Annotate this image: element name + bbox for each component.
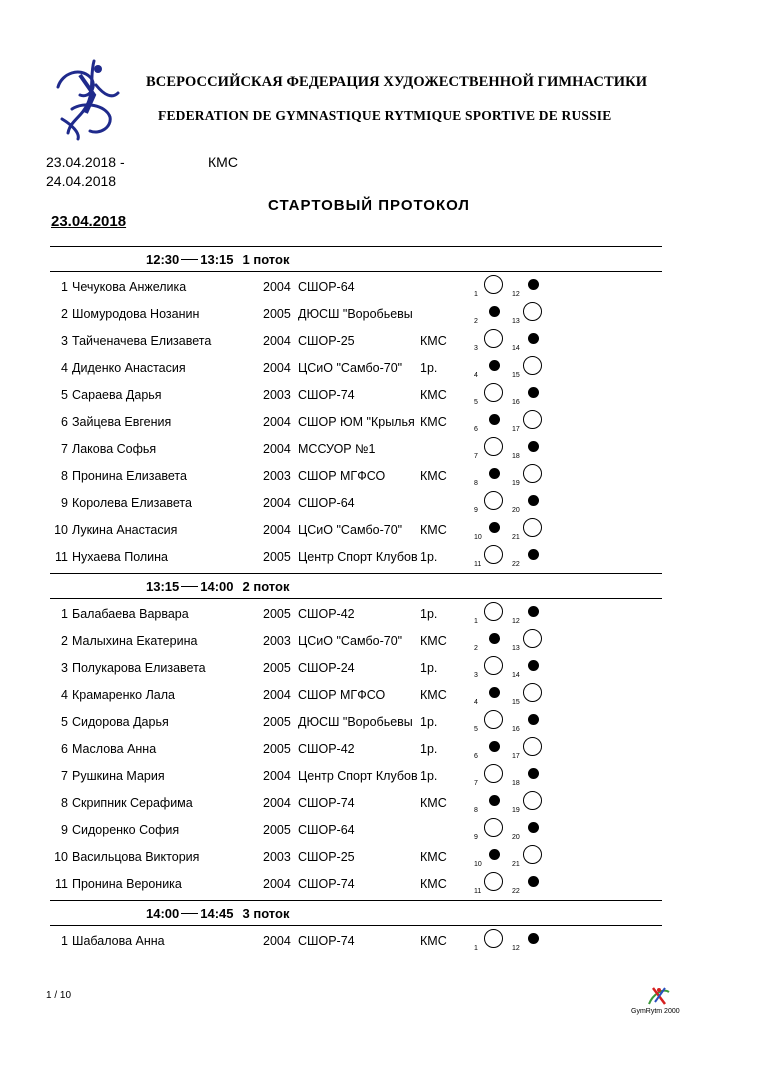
table-row	[0, 469, 764, 496]
athlete-name: Маслова Анна	[72, 742, 157, 756]
birth-year: 2004	[263, 496, 291, 510]
session-label: 3 поток	[242, 906, 290, 921]
open-circle-icon	[484, 329, 503, 348]
order-number-1: 4	[474, 372, 478, 379]
filled-circle-icon	[528, 387, 539, 398]
start-number: 3	[61, 661, 68, 675]
open-circle-icon	[484, 383, 503, 402]
start-number: 5	[61, 388, 68, 402]
athlete-name: Шабалова Анна	[72, 934, 165, 948]
start-number: 8	[61, 796, 68, 810]
time-dash	[181, 259, 198, 260]
session-end: 14:45	[200, 906, 234, 921]
session-top-rule	[50, 900, 662, 901]
session-start: 14:00	[146, 906, 180, 921]
filled-circle-icon	[528, 876, 539, 887]
table-row	[0, 334, 764, 361]
session-start: 13:15	[146, 579, 180, 594]
athlete-name: Балабаева Варвара	[72, 607, 189, 621]
open-circle-icon	[484, 437, 503, 456]
athlete-rank: КМС	[420, 388, 447, 402]
athlete-name: Диденко Анастасия	[72, 361, 186, 375]
table-row	[0, 934, 764, 961]
table-row	[0, 661, 764, 688]
athlete-rank: КМС	[420, 334, 447, 348]
athlete-rank: КМС	[420, 523, 447, 537]
athlete-name: Королева Елизавета	[72, 496, 192, 510]
athlete-name: Зайцева Евгения	[72, 415, 172, 429]
birth-year: 2004	[263, 361, 291, 375]
order-number-2: 17	[512, 753, 520, 760]
club-name: СШОР-42	[298, 607, 355, 621]
table-row	[0, 796, 764, 823]
protocol-title: СТАРТОВЫЙ ПРОТОКОЛ	[268, 197, 470, 214]
session-header	[146, 579, 289, 594]
open-circle-icon	[484, 602, 503, 621]
filled-circle-icon	[489, 522, 500, 533]
order-number-1: 5	[474, 399, 478, 406]
table-row	[0, 742, 764, 769]
athlete-rank: 1р.	[420, 715, 438, 729]
birth-year: 2003	[263, 469, 291, 483]
session-top-rule	[50, 573, 662, 574]
time-dash	[181, 913, 198, 914]
start-number: 1	[61, 607, 68, 621]
athlete-rank: 1р.	[420, 661, 438, 675]
order-number-2: 21	[512, 534, 520, 541]
order-number-2: 13	[512, 645, 520, 652]
open-circle-icon	[523, 464, 542, 483]
athlete-name: Чечукова Анжелика	[72, 280, 187, 294]
filled-circle-icon	[489, 414, 500, 425]
order-number-1: 9	[474, 834, 478, 841]
federation-title-fr: FEDERATION DE GYMNASTIQUE RYTMIQUE SPORTIVE DE RUSSIE	[158, 108, 612, 123]
athlete-rank: 1р.	[420, 361, 438, 375]
athlete-rank: 1р.	[420, 607, 438, 621]
birth-year: 2003	[263, 850, 291, 864]
athlete-name: Скрипник Серафима	[72, 796, 193, 810]
gymrytm-logo-icon	[645, 984, 673, 1008]
open-circle-icon	[523, 845, 542, 864]
filled-circle-icon	[489, 468, 500, 479]
birth-year: 2004	[263, 442, 291, 456]
session-end: 13:15	[200, 252, 234, 267]
session-start: 12:30	[146, 252, 180, 267]
club-name: Центр Спорт Клубов	[298, 550, 418, 564]
start-number: 2	[61, 307, 68, 321]
order-number-1: 8	[474, 480, 478, 487]
birth-year: 2005	[263, 715, 291, 729]
day-date: 23.04.2018	[51, 213, 127, 230]
session-header	[146, 252, 289, 267]
club-name: ЦСиО "Самбо-70"	[298, 523, 403, 537]
filled-circle-icon	[528, 768, 539, 779]
start-number: 7	[61, 769, 68, 783]
order-number-1: 7	[474, 453, 478, 460]
table-row	[0, 307, 764, 334]
order-number-1: 9	[474, 507, 478, 514]
start-number: 6	[61, 415, 68, 429]
session-bottom-rule	[50, 598, 662, 599]
table-row	[0, 280, 764, 307]
session-end: 14:00	[200, 579, 234, 594]
athlete-name: Пронина Вероника	[72, 877, 182, 891]
order-number-2: 15	[512, 699, 520, 706]
table-row	[0, 442, 764, 469]
order-number-1: 6	[474, 753, 478, 760]
order-number-1: 1	[474, 618, 478, 625]
athlete-rank: 1р.	[420, 742, 438, 756]
order-number-2: 13	[512, 318, 520, 325]
athlete-name: Крамаренко Лала	[72, 688, 175, 702]
athlete-rank: КМС	[420, 850, 447, 864]
filled-circle-icon	[489, 633, 500, 644]
birth-year: 2004	[263, 523, 291, 537]
table-row	[0, 388, 764, 415]
start-number: 7	[61, 442, 68, 456]
open-circle-icon	[484, 872, 503, 891]
birth-year: 2005	[263, 550, 291, 564]
filled-circle-icon	[489, 360, 500, 371]
table-row	[0, 823, 764, 850]
athlete-rank: КМС	[420, 877, 447, 891]
athlete-rank: 1р.	[420, 769, 438, 783]
birth-year: 2005	[263, 742, 291, 756]
club-name: СШОР-25	[298, 850, 355, 864]
club-name: ДЮСШ "Воробьевы	[298, 715, 413, 729]
open-circle-icon	[484, 545, 503, 564]
athlete-name: Полукарова Елизавета	[72, 661, 206, 675]
start-number: 11	[55, 550, 68, 564]
order-number-2: 20	[512, 507, 520, 514]
open-circle-icon	[484, 491, 503, 510]
date-from: 23.04.2018 -	[46, 154, 125, 170]
start-number: 10	[54, 850, 68, 864]
club-name: Центр Спорт Клубов	[298, 769, 418, 783]
open-circle-icon	[484, 710, 503, 729]
order-number-2: 12	[512, 618, 520, 625]
athlete-name: Тайченачева Елизавета	[72, 334, 212, 348]
table-row	[0, 715, 764, 742]
athlete-rank: КМС	[420, 796, 447, 810]
open-circle-icon	[523, 356, 542, 375]
order-number-2: 21	[512, 861, 520, 868]
birth-year: 2004	[263, 688, 291, 702]
table-row	[0, 361, 764, 388]
order-number-1: 10	[474, 534, 482, 541]
order-number-1: 6	[474, 426, 478, 433]
athlete-name: Сидоренко София	[72, 823, 180, 837]
table-row	[0, 634, 764, 661]
order-number-2: 17	[512, 426, 520, 433]
filled-circle-icon	[489, 741, 500, 752]
table-row	[0, 769, 764, 796]
start-number: 1	[61, 280, 68, 294]
category-label: КМС	[208, 154, 238, 170]
birth-year: 2004	[263, 334, 291, 348]
order-number-2: 18	[512, 780, 520, 787]
start-number: 9	[61, 823, 68, 837]
order-number-2: 16	[512, 726, 520, 733]
order-number-2: 18	[512, 453, 520, 460]
session-top-rule	[50, 246, 662, 247]
order-number-1: 3	[474, 672, 478, 679]
athlete-name: Пронина Елизавета	[72, 469, 187, 483]
filled-circle-icon	[528, 606, 539, 617]
open-circle-icon	[484, 818, 503, 837]
athlete-rank: КМС	[420, 415, 447, 429]
start-number: 10	[54, 523, 68, 537]
page-number: 1 / 10	[46, 990, 72, 1001]
filled-circle-icon	[528, 822, 539, 833]
birth-year: 2005	[263, 661, 291, 675]
time-dash	[181, 586, 198, 587]
filled-circle-icon	[528, 549, 539, 560]
filled-circle-icon	[528, 714, 539, 725]
athlete-rank: 1р.	[420, 550, 438, 564]
athlete-name: Лукина Анастасия	[72, 523, 178, 537]
club-name: СШОР-64	[298, 280, 355, 294]
order-number-2: 12	[512, 291, 520, 298]
start-number: 6	[61, 742, 68, 756]
gymrytm-label: GymRytm 2000	[631, 1008, 680, 1015]
birth-year: 2004	[263, 769, 291, 783]
club-name: СШОР МГФСО	[298, 688, 386, 702]
club-name: СШОР-25	[298, 334, 355, 348]
club-name: СШОР-74	[298, 934, 355, 948]
table-row	[0, 607, 764, 634]
table-row	[0, 850, 764, 877]
birth-year: 2003	[263, 388, 291, 402]
filled-circle-icon	[528, 333, 539, 344]
athlete-rank: КМС	[420, 634, 447, 648]
order-number-1: 10	[474, 861, 482, 868]
start-number: 11	[55, 877, 68, 891]
start-number: 2	[61, 634, 68, 648]
order-number-1: 4	[474, 699, 478, 706]
order-number-1: 11	[474, 888, 482, 895]
athlete-name: Шомуродова Нозанин	[72, 307, 200, 321]
birth-year: 2004	[263, 796, 291, 810]
open-circle-icon	[523, 791, 542, 810]
filled-circle-icon	[528, 441, 539, 452]
athlete-name: Лакова Софья	[72, 442, 157, 456]
order-number-1: 2	[474, 645, 478, 652]
table-row	[0, 415, 764, 442]
club-name: СШОР МГФСО	[298, 469, 386, 483]
session-bottom-rule	[50, 925, 662, 926]
club-name: СШОР-74	[298, 388, 355, 402]
birth-year: 2005	[263, 607, 291, 621]
start-number: 8	[61, 469, 68, 483]
order-number-1: 1	[474, 945, 478, 952]
club-name: СШОР-42	[298, 742, 355, 756]
table-row	[0, 523, 764, 550]
order-number-1: 2	[474, 318, 478, 325]
athlete-name: Васильцова Виктория	[72, 850, 200, 864]
start-number: 4	[61, 688, 68, 702]
filled-circle-icon	[528, 933, 539, 944]
order-number-2: 22	[512, 561, 520, 568]
order-number-2: 20	[512, 834, 520, 841]
open-circle-icon	[484, 656, 503, 675]
start-number: 5	[61, 715, 68, 729]
club-name: СШОР-64	[298, 496, 355, 510]
table-row	[0, 688, 764, 715]
open-circle-icon	[523, 737, 542, 756]
athlete-name: Малыхина Екатерина	[72, 634, 198, 648]
date-to: 24.04.2018	[46, 173, 117, 189]
order-number-1: 1	[474, 291, 478, 298]
order-number-1: 5	[474, 726, 478, 733]
club-name: СШОР-24	[298, 661, 355, 675]
athlete-name: Сараева Дарья	[72, 388, 162, 402]
start-number: 4	[61, 361, 68, 375]
session-header	[146, 906, 289, 921]
session-label: 1 поток	[242, 252, 290, 267]
birth-year: 2004	[263, 280, 291, 294]
birth-year: 2005	[263, 823, 291, 837]
club-name: ДЮСШ "Воробьевы	[298, 307, 413, 321]
club-name: СШОР ЮМ "Крылья	[298, 415, 415, 429]
athlete-rank: КМС	[420, 688, 447, 702]
start-number: 9	[61, 496, 68, 510]
order-number-2: 14	[512, 672, 520, 679]
order-number-2: 19	[512, 807, 520, 814]
club-name: ЦСиО "Самбо-70"	[298, 361, 403, 375]
order-number-1: 8	[474, 807, 478, 814]
club-name: ЦСиО "Самбо-70"	[298, 634, 403, 648]
birth-year: 2004	[263, 877, 291, 891]
order-number-1: 3	[474, 345, 478, 352]
start-number: 1	[61, 934, 68, 948]
filled-circle-icon	[489, 849, 500, 860]
open-circle-icon	[484, 929, 503, 948]
birth-year: 2004	[263, 934, 291, 948]
session-bottom-rule	[50, 271, 662, 272]
athlete-rank: КМС	[420, 469, 447, 483]
athlete-name: Нухаева Полина	[72, 550, 169, 564]
club-name: СШОР-74	[298, 877, 355, 891]
filled-circle-icon	[528, 279, 539, 290]
order-number-2: 19	[512, 480, 520, 487]
open-circle-icon	[523, 410, 542, 429]
open-circle-icon	[523, 683, 542, 702]
open-circle-icon	[484, 764, 503, 783]
order-number-1: 7	[474, 780, 478, 787]
filled-circle-icon	[489, 795, 500, 806]
filled-circle-icon	[528, 660, 539, 671]
open-circle-icon	[484, 275, 503, 294]
filled-circle-icon	[528, 495, 539, 506]
club-name: МССУОР №1	[298, 442, 376, 456]
open-circle-icon	[523, 518, 542, 537]
order-number-2: 16	[512, 399, 520, 406]
order-number-2: 12	[512, 945, 520, 952]
session-label: 2 поток	[242, 579, 290, 594]
birth-year: 2003	[263, 634, 291, 648]
club-name: СШОР-64	[298, 823, 355, 837]
athlete-name: Сидорова Дарья	[72, 715, 169, 729]
table-row	[0, 496, 764, 523]
federation-logo	[50, 55, 122, 141]
birth-year: 2004	[263, 415, 291, 429]
birth-year: 2005	[263, 307, 291, 321]
athlete-rank: КМС	[420, 934, 447, 948]
start-number: 3	[61, 334, 68, 348]
club-name: СШОР-74	[298, 796, 355, 810]
federation-title-ru: ВСЕРОССИЙСКАЯ ФЕДЕРАЦИЯ ХУДОЖЕСТВЕННОЙ ГИМНАСТИКИ	[146, 74, 648, 90]
order-number-2: 15	[512, 372, 520, 379]
order-number-1: 11	[474, 561, 482, 568]
open-circle-icon	[523, 629, 542, 648]
open-circle-icon	[523, 302, 542, 321]
order-number-2: 22	[512, 888, 520, 895]
filled-circle-icon	[489, 687, 500, 698]
filled-circle-icon	[489, 306, 500, 317]
athlete-name: Рушкина Мария	[72, 769, 165, 783]
order-number-2: 14	[512, 345, 520, 352]
